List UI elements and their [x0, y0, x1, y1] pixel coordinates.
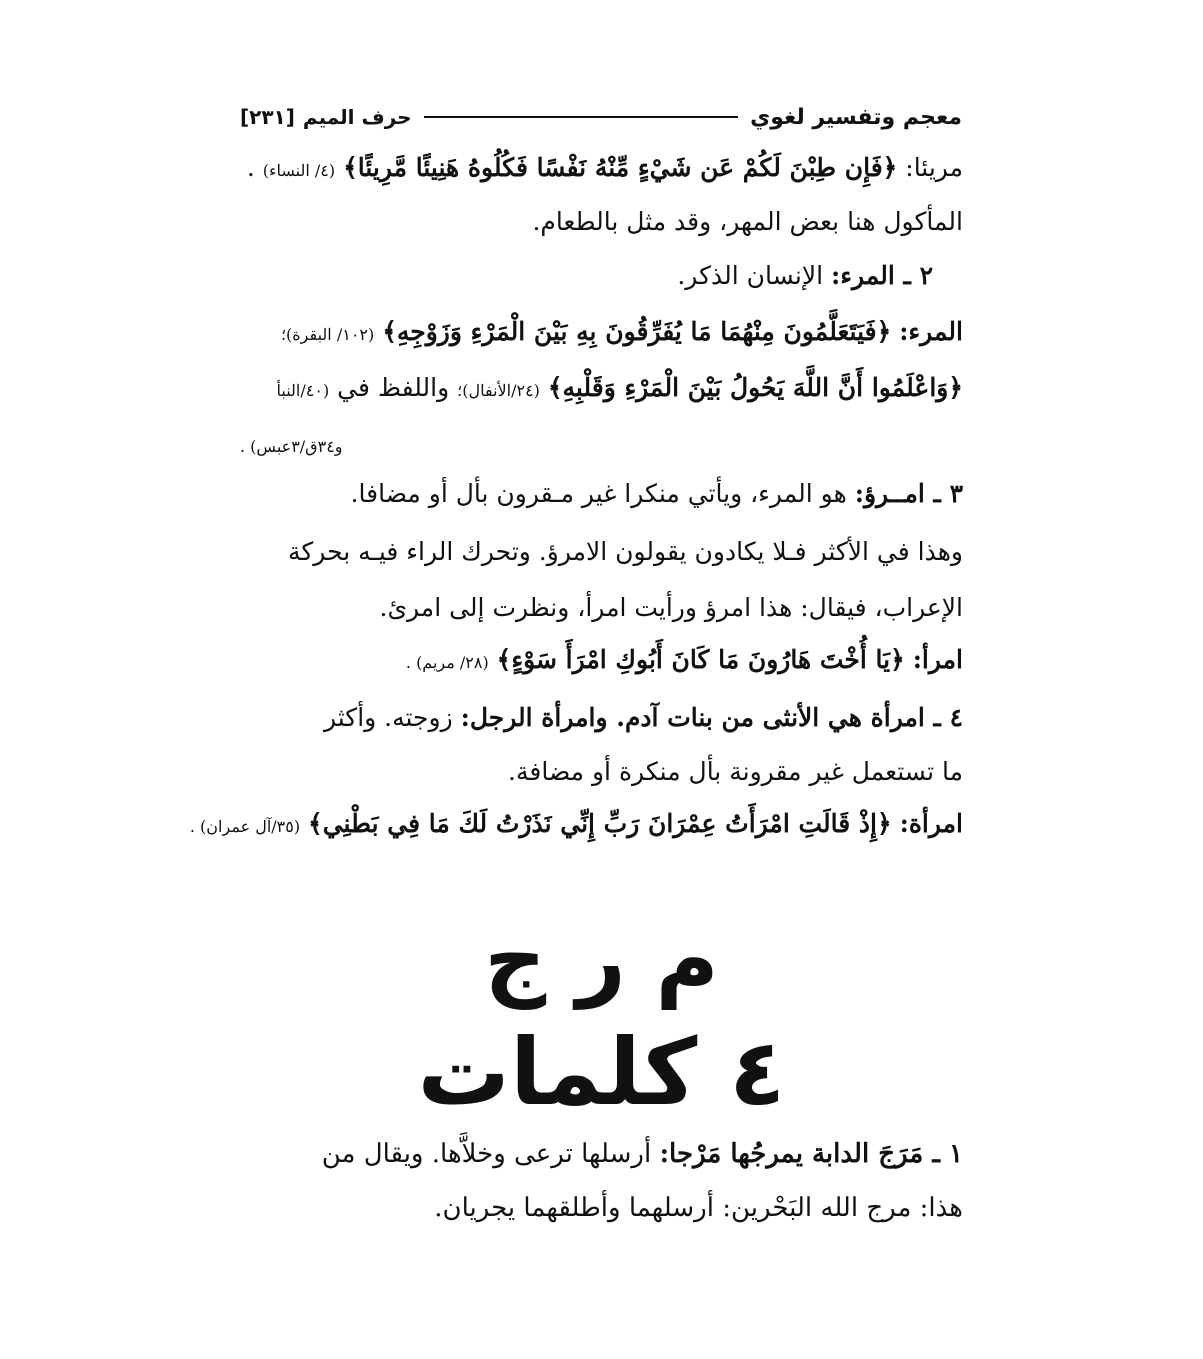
text: الإنسان الذكر. [677, 261, 824, 290]
entry-line [532, 200, 963, 244]
label: امرأ: [912, 645, 963, 674]
quran-quote: ﴿وَاعْلَمُوا أَنَّ اللَّهَ يَحُولُ بَيْنَ الْمَرْءِ وَقَلْبِهِ﴾ [547, 373, 963, 402]
punctuation: . [246, 153, 255, 182]
page-number: [٢٣١] [240, 105, 295, 129]
verse-reference: (٢٨/ مريم) . [405, 653, 489, 672]
page-header [240, 100, 962, 134]
label: امرأة: [899, 809, 963, 838]
entry-line [380, 586, 964, 630]
entry-number: ١ ـ مَرَجَ الدابة يمرجُها مَرْجا: [659, 1139, 963, 1169]
entry-number: ٤ ـ امرأة هي الأنثى من بنات آدم. وامرأة الرجل: [460, 703, 963, 732]
text: الإعراب، فيقال: هذا امرؤ ورأيت امرأ، ونظرت إلى امرئ. [379, 593, 963, 622]
entry-line [281, 310, 963, 354]
entry-line [406, 638, 963, 682]
verse-reference: و٣٤ق/٣عبس) . [240, 437, 343, 456]
text: ما تستعمل غير مقرونة بأل منكرة أو مضافة. [508, 757, 963, 786]
verse-reference: (٤٠/النبأ [276, 381, 330, 400]
label: المرء: [899, 317, 963, 346]
entry-line [277, 366, 963, 410]
word-count-heading: ٤ كلمات [417, 1019, 786, 1126]
header-rule [424, 116, 739, 118]
book-title: معجم وتفسير لغوي [750, 104, 962, 130]
entry-line [434, 1186, 963, 1230]
quran-quote: ﴿فَإِن طِبْنَ لَكُمْ عَن شَيْءٍ مِّنْهُ نَفْسًا فَكُلُوهُ هَنِيئًا مَّرِيئًا﴾ [343, 153, 898, 182]
text: واللفظ في [337, 373, 450, 402]
root-heading: م ر ج [484, 910, 719, 1010]
entry-line [324, 696, 963, 740]
entry-number: ٢ ـ المرء: [831, 261, 933, 290]
entry-line [351, 472, 963, 516]
text: وهذا في الأكثر فـلا يكادون يقولون الامرؤ. وتحرك الراء فيـه بحركة [287, 537, 963, 566]
verse-reference: (٤/ النساء) [262, 161, 336, 180]
quran-quote: ﴿إِذْ قَالَتِ امْرَأَتُ عِمْرَانَ رَبِّ إِنِّي نَذَرْتُ لَكَ مَا فِي بَطْنِي﴾ [308, 809, 892, 838]
entry-line [322, 1132, 963, 1176]
text: أرسلها ترعى وخلاَّها. ويقال من [321, 1139, 652, 1169]
quran-quote: ﴿يَا أُخْتَ هَارُونَ مَا كَانَ أَبُوكِ امْرَأَ سَوْءٍ﴾ [496, 645, 905, 674]
text: هذا: مرج الله البَحْرين: أرسلهما وأطلقهما يجريان. [434, 1193, 963, 1223]
entry-line [288, 530, 963, 574]
text: المأكول هنا بعض المهر، وقد مثل بالطعام. [532, 207, 963, 236]
entry-line [677, 254, 933, 298]
verse-reference: (٣٥/آل عمران) . [189, 817, 301, 836]
entry-line [190, 802, 963, 846]
text: هو المرء، ويأتي منكرا غير مـقرون بأل أو مضافا. [350, 479, 847, 508]
entry-line [508, 750, 963, 794]
entry-line [247, 146, 963, 190]
label: مريئا: [905, 153, 963, 182]
verse-reference: (٢٤/الأنفال)؛ [457, 381, 540, 400]
entry-line [240, 422, 343, 466]
verse-reference: (١٠٢/ البقرة)؛ [280, 325, 375, 344]
quran-quote: ﴿فَيَتَعَلَّمُونَ مِنْهُمَا مَا يُفَرِّقُونَ بِهِ بَيْنَ الْمَرْءِ وَزَوْجِهِ﴾ [382, 317, 892, 346]
entry-number: ٣ ـ امــرؤ: [854, 479, 963, 508]
section-title: حرف الميم [302, 105, 412, 129]
text: زوجته. وأكثر [323, 703, 453, 732]
